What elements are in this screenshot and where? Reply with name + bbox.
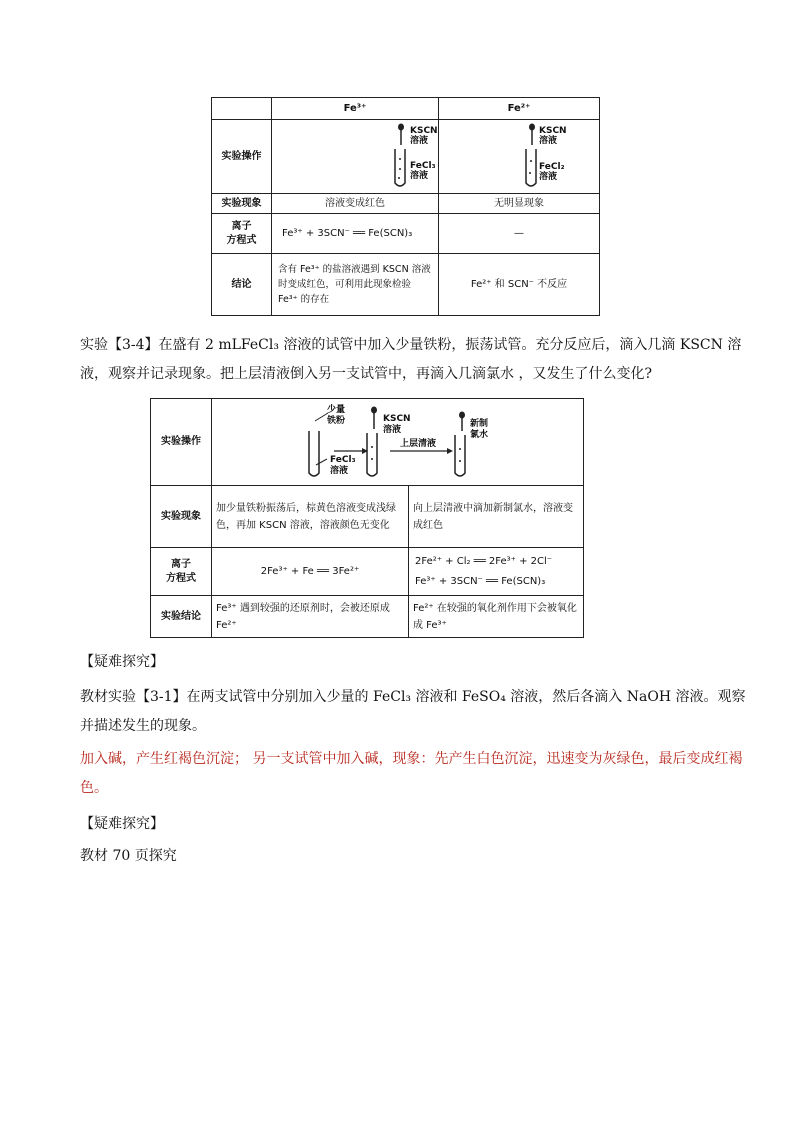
label-fecl3: FeCl₃ — [330, 455, 356, 465]
row-label-equation-line1: 离子 — [171, 558, 191, 570]
label-kscn: KSCN — [410, 126, 438, 136]
row-label-operation: 实验操作 — [212, 120, 272, 194]
label-fecl3: FeCl₃ — [410, 161, 436, 171]
row-label-equation-line2: 方程式 — [226, 234, 257, 246]
row-label-equation — [151, 548, 212, 596]
row-label-conclusion: 结论 — [212, 254, 272, 316]
phenomenon-left: 加少量铁粉振荡后，棕黄色溶液变成浅绿色，再加 KSCN 溶液，溶液颜色无变化 — [212, 486, 409, 548]
equation-right-line2: Fe³⁺ + 3SCN⁻ ══ Fe(SCN)₃ — [415, 575, 546, 587]
section-2-body: 教材 70 页探究 — [80, 848, 177, 864]
col-header-fe3: Fe³⁺ — [272, 98, 439, 120]
label-kscn: KSCN — [383, 414, 411, 424]
row-label-phenomenon: 实验现象 — [212, 194, 272, 214]
phenomenon-fe3: 溶液变成红色 — [272, 194, 439, 214]
section-1-answer: 加入碱，产生红褐色沉淀； 另一支试管中加入碱，现象：先产生白色沉淀，迅速变为灰绿色，最后变成红褐色。 — [80, 751, 743, 796]
row-label-equation-line1: 离子 — [231, 220, 252, 232]
conclusion-fe2: Fe²⁺ 和 SCN⁻ 不反应 — [439, 254, 600, 316]
label-fecl3-solution: 溶液 — [330, 466, 349, 476]
conclusion-fe3: 含有 Fe³⁺ 的盐溶液遇到 KSCN 溶液时变成红色，可利用此现象检验 Fe³⁺ 的存在 — [272, 254, 439, 316]
row-label-phenomenon: 实验现象 — [151, 486, 212, 548]
section-heading-1: 【疑难探究】 — [80, 654, 164, 670]
experiment-setup-diagram — [212, 399, 584, 485]
conclusion-right: Fe²⁺ 在较强的氧化剂作用下会被氧化成 Fe³⁺ — [409, 596, 584, 638]
iron-redox-experiment-table — [150, 398, 584, 638]
phenomenon-fe2: 无明显现象 — [439, 194, 600, 214]
label-fecl2: FeCl₂ — [539, 162, 565, 172]
row-label-equation — [212, 214, 272, 254]
col-header-fe2: Fe²⁺ — [439, 98, 600, 120]
equation-fe3: Fe³⁺ + 3SCN⁻ ══ Fe(SCN)₃ — [272, 214, 439, 254]
row-label-conclusion: 实验结论 — [151, 596, 212, 638]
operation-fe2-cell — [439, 120, 600, 194]
row-label-operation: 实验操作 — [151, 399, 212, 486]
equation-right — [409, 548, 584, 596]
section-1-body: 教材实验【3-1】在两支试管中分别加入少量的 FeCl₃ 溶液和 FeSO₄ 溶液，然后各滴入 NaOH 溶液。观察并描述发生的现象。 — [80, 689, 746, 734]
phenomenon-right: 向上层清液中滴加新制氯水，溶液变成红色 — [409, 486, 584, 548]
experiment-3-4-text: 实验【3-4】在盛有 2 mLFeCl₃ 溶液的试管中加入少量铁粉，振荡试管。充分反应后，滴入几滴 KSCN 溶液，观察并记录现象。把上层清液倒入另一支试管中，再滴入几滴氯水 ，又发生了什么变化? — [80, 337, 742, 382]
operation-diagram-cell — [212, 399, 584, 486]
label-upper-clear-liquid: 上层清液 — [400, 439, 437, 449]
section-heading-2: 【疑难探究】 — [80, 816, 164, 832]
fe-ion-test-table — [211, 97, 600, 316]
label-kscn-solution: 溶液 — [539, 136, 558, 146]
corner-cell — [212, 98, 272, 120]
equation-fe2: — — [439, 214, 600, 254]
label-kscn-solution: 溶液 — [410, 136, 429, 146]
row-label-equation-line2: 方程式 — [166, 572, 196, 584]
label-fecl2-solution: 溶液 — [539, 172, 558, 182]
label-iron-powder-2: 铁粉 — [327, 416, 346, 426]
label-fecl3-solution: 溶液 — [410, 171, 429, 181]
conclusion-left: Fe³⁺ 遇到较强的还原剂时，会被还原成 Fe²⁺ — [212, 596, 409, 638]
equation-right-line1: 2Fe²⁺ + Cl₂ ══ 2Fe³⁺ + 2Cl⁻ — [415, 555, 553, 567]
label-fresh-chlorine-1: 新制 — [470, 419, 489, 429]
label-iron-powder-1: 少量 — [327, 405, 346, 415]
equation-left: 2Fe³⁺ + Fe ══ 3Fe²⁺ — [212, 548, 409, 596]
operation-fe3-cell — [272, 120, 439, 194]
label-fresh-chlorine-2: 氯水 — [470, 430, 489, 440]
label-kscn: KSCN — [539, 126, 567, 136]
label-kscn-solution: 溶液 — [383, 425, 402, 435]
